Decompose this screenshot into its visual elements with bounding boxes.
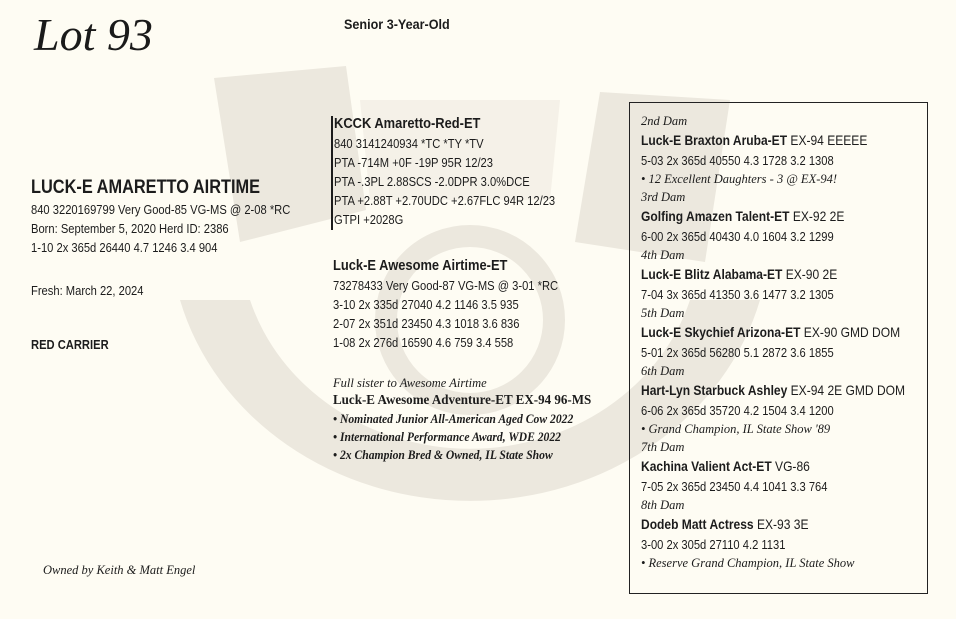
lot-number: Lot 93 [34,9,153,60]
dam-record: 1-08 2x 276d 16590 4.6 759 3.4 558 [333,335,514,350]
red-carrier-label: RED CARRIER [31,337,109,352]
dam-score: EX-94 EEEEE [787,132,868,148]
dam-note: • Grand Champion, IL State Show '89 [641,422,831,436]
dam-entry-2nd [641,112,948,188]
dam-generation-label: 7th Dam [641,440,685,454]
dam-entry-8th [641,496,948,572]
fresh-date: Fresh: March 22, 2024 [31,283,144,298]
dam-name: Luck-E Awesome Airtime-ET [333,257,508,274]
main-animal-name: LUCK-E AMARETTO AIRTIME [31,177,261,198]
dam-name: Hart-Lyn Starbuck Ashley [641,382,788,398]
dam-record: 5-01 2x 365d 56280 5.1 2872 3.6 1855 [641,345,834,360]
dam-name: Luck-E Braxton Aruba-ET [641,132,788,148]
dam-name: Kachina Valient Act-ET [641,458,772,474]
dam-name: Golfing Amazen Talent-ET [641,208,790,224]
dam-name: Luck-E Skychief Arizona-ET [641,324,801,340]
sister-award: • Nominated Junior All-American Aged Cow 2022 [333,412,574,426]
dam-id-line: 73278433 Very Good-87 VG-MS @ 3-01 *RC [333,278,559,293]
dam-record: 5-03 2x 365d 40550 4.3 1728 3.2 1308 [641,153,834,168]
sire-block [334,114,591,229]
dam-score: EX-93 3E [753,516,809,532]
sire-divider [331,116,333,230]
dam-generation-label: 4th Dam [641,248,685,262]
dam-entry-5th [641,304,948,362]
dam-score: EX-94 2E GMD DOM [787,382,906,398]
dam-score: VG-86 [771,458,810,474]
dam-note: • 12 Excellent Daughters - 3 @ EX-94! [641,172,838,186]
sister-award: • International Performance Award, WDE 2022 [333,430,561,444]
dam-name: Luck-E Blitz Alabama-ET [641,266,783,282]
dam-record: 2-07 2x 351d 23450 4.3 1018 3.6 836 [333,316,520,331]
dam-generation-label: 3rd Dam [641,190,686,204]
sire-id-line: 840 3141240934 *TC *TY *TV [334,136,484,151]
dam-entry-6th [641,362,948,438]
dam-record: 7-04 3x 365d 41350 3.6 1477 3.2 1305 [641,287,834,302]
dam-generation-label: 6th Dam [641,364,685,378]
dam-name: Dodeb Matt Actress [641,516,754,532]
dam-score: EX-92 2E [789,208,845,224]
sister-label: Full sister to Awesome Airtime [333,376,487,390]
dam-block [333,256,595,352]
dam-record: 3-00 2x 305d 27110 4.2 1131 [641,537,786,552]
sister-name: Luck-E Awesome Adventure-ET EX-94 96-MS [333,393,592,408]
sister-award: • 2x Champion Bred & Owned, IL State Show [333,448,553,462]
dam-generation-label: 8th Dam [641,498,685,512]
dam-note: • Reserve Grand Champion, IL State Show [641,556,855,570]
main-animal-birth-line: Born: September 5, 2020 Herd ID: 2386 [31,221,229,236]
dam-pedigree-list [641,112,948,572]
dam-entry-4th [641,246,948,304]
dam-score: EX-90 GMD DOM [800,324,901,340]
sire-pta-line: PTA +2.88T +2.70UDC +2.67FLC 94R 12/23 [334,193,556,208]
main-animal-block [31,176,333,257]
sire-pta-line: PTA -714M +0F -19P 95R 12/23 [334,155,494,170]
main-animal-id-line: 840 3220169799 Very Good-85 VG-MS @ 2-08 *RC [31,202,291,217]
sire-name: KCCK Amaretto-Red-ET [334,115,481,132]
dam-record: 3-10 2x 335d 27040 4.2 1146 3.5 935 [333,297,519,312]
dam-score: EX-90 2E [782,266,838,282]
main-animal-record: 1-10 2x 365d 26440 4.7 1246 3.4 904 [31,240,218,255]
sire-pta-line: PTA -.3PL 2.88SCS -2.0DPR 3.0%DCE [334,174,530,189]
dam-record: 7-05 2x 365d 23450 4.4 1041 3.3 764 [641,479,828,494]
sister-block [333,374,611,464]
dam-entry-3rd [641,188,948,246]
owner-line: Owned by Keith & Matt Engel [43,563,196,577]
dam-generation-label: 5th Dam [641,306,685,320]
dam-record: 6-06 2x 365d 35720 4.2 1504 3.4 1200 [641,403,834,418]
dam-generation-label: 2nd Dam [641,114,688,128]
dam-record: 6-00 2x 365d 40430 4.0 1604 3.2 1299 [641,229,834,244]
sire-gtpi-line: GTPI +2028G [334,212,404,227]
class-label: Senior 3-Year-Old [344,16,450,32]
dam-entry-7th [641,438,948,496]
